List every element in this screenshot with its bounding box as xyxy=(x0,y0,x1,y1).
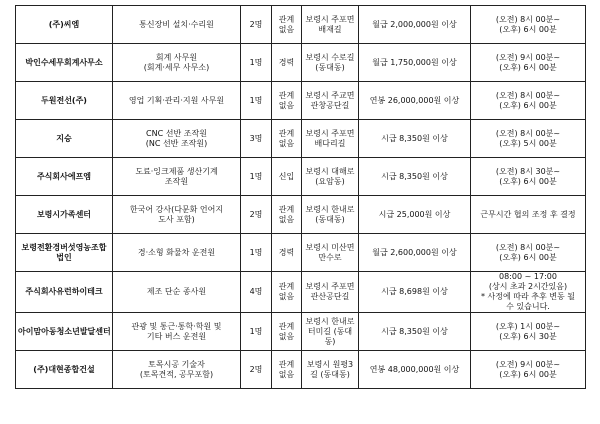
headcount-cell xyxy=(241,351,272,389)
duty-cell xyxy=(113,158,241,196)
duty-cell xyxy=(113,234,241,272)
location-cell-line: 보령시 주교면 xyxy=(305,90,355,100)
hours-cell xyxy=(471,82,586,120)
headcount-cell xyxy=(241,44,272,82)
pay-cell xyxy=(359,351,471,389)
headcount-cell-text: 1명 xyxy=(249,326,263,336)
hours-cell-line: (오후) 6시 00분 xyxy=(499,24,557,34)
experience-cell-line: 관계 xyxy=(278,321,295,331)
table-row xyxy=(16,120,586,158)
hours-cell-line: 근무시간 협의 조정 후 결정 xyxy=(480,209,576,219)
pay-cell-text: 시급 8,350원 이상 xyxy=(381,133,448,143)
hours-cell-line: (상시 초과 2시간있음) xyxy=(488,282,568,291)
company-cell xyxy=(16,313,113,351)
experience-cell xyxy=(272,272,302,313)
pay-cell xyxy=(359,44,471,82)
company-cell-line: 주식회사에프엠 xyxy=(36,171,92,181)
company-cell-line: (주)씨엠 xyxy=(48,19,80,29)
company-cell-line: 아이맘아동청소년발달센터 xyxy=(18,326,111,336)
table-row xyxy=(16,272,586,313)
hours-cell-line: (오전) 8시 00분~ xyxy=(495,242,561,252)
hours-cell xyxy=(471,44,586,82)
location-cell-line: 길 (동대동) xyxy=(310,369,350,379)
experience-cell-line: 없음 xyxy=(278,214,295,224)
company-cell-line: 보령전환경버섯영농조합 xyxy=(21,242,107,252)
experience-cell-line: 경력 xyxy=(278,57,295,67)
company-cell xyxy=(16,196,113,234)
job-listings-body xyxy=(16,6,586,389)
company-cell xyxy=(16,120,113,158)
experience-cell-line: 관계 xyxy=(278,204,295,214)
table-row xyxy=(16,6,586,44)
table-row xyxy=(16,44,586,82)
headcount-cell-text: 3명 xyxy=(249,133,263,143)
location-cell-line: 배재길 xyxy=(318,24,342,34)
duty-cell-line: 영업 기획·관리·지원 사무원 xyxy=(128,95,225,105)
headcount-cell xyxy=(241,196,272,234)
hours-cell xyxy=(471,351,586,389)
pay-cell xyxy=(359,6,471,44)
duty-cell xyxy=(113,120,241,158)
company-cell-line: 두원전선(주) xyxy=(41,95,87,105)
experience-cell xyxy=(272,351,302,389)
headcount-cell xyxy=(241,120,272,158)
pay-cell-text: 시급 8,350원 이상 xyxy=(381,171,448,181)
hours-cell-line: (오전) 8시 00분~ xyxy=(495,14,561,24)
company-cell-line: 지승 xyxy=(56,133,72,143)
company-cell-line: 보령시가족센터 xyxy=(36,209,92,219)
experience-cell-line: 없음 xyxy=(278,100,295,110)
location-cell-line: 보령시 한내로 xyxy=(305,204,355,214)
company-cell xyxy=(16,82,113,120)
hours-cell xyxy=(471,272,586,313)
experience-cell-line: 경력 xyxy=(278,247,295,257)
hours-cell xyxy=(471,313,586,351)
experience-cell-line: 없음 xyxy=(278,24,295,34)
headcount-cell-text: 1명 xyxy=(249,95,263,105)
experience-cell-line: 관계 xyxy=(278,359,295,369)
headcount-cell-text: 4명 xyxy=(249,287,263,296)
duty-cell-line: 한국어 강사(다문화 언어지 xyxy=(129,204,224,214)
experience-cell xyxy=(272,196,302,234)
job-listings-table xyxy=(15,5,586,389)
duty-cell xyxy=(113,6,241,44)
experience-cell xyxy=(272,313,302,351)
headcount-cell xyxy=(241,158,272,196)
experience-cell xyxy=(272,44,302,82)
headcount-cell xyxy=(241,272,272,313)
headcount-cell-text: 2명 xyxy=(249,19,263,29)
experience-cell-line: 관계 xyxy=(278,14,295,24)
location-cell xyxy=(302,313,359,351)
hours-cell-line: (오전) 9시 00분~ xyxy=(495,52,561,62)
hours-cell xyxy=(471,234,586,272)
pay-cell xyxy=(359,120,471,158)
table-row xyxy=(16,196,586,234)
experience-cell-line: 관계 xyxy=(278,90,295,100)
location-cell xyxy=(302,351,359,389)
company-cell xyxy=(16,272,113,313)
company-cell-line: 법인 xyxy=(56,252,72,262)
experience-cell-line: 없음 xyxy=(278,369,295,379)
hours-cell xyxy=(471,6,586,44)
location-cell-line: 배다리길 xyxy=(314,138,346,148)
company-cell xyxy=(16,351,113,389)
hours-cell xyxy=(471,120,586,158)
company-cell xyxy=(16,44,113,82)
duty-cell xyxy=(113,272,241,313)
headcount-cell-text: 1명 xyxy=(249,247,263,257)
experience-cell-line: 없음 xyxy=(278,138,295,148)
hours-cell-line: (오후) 6시 00분 xyxy=(499,252,557,262)
headcount-cell xyxy=(241,6,272,44)
duty-cell-line: 기타 버스 운전원 xyxy=(146,331,207,341)
location-cell-line: 보령시 원평3 xyxy=(306,359,354,369)
location-cell-line: 관창공단길 xyxy=(310,100,350,110)
duty-cell-line: 경·소형 화물차 운전원 xyxy=(137,247,216,257)
experience-cell-line: 관계 xyxy=(278,128,295,138)
duty-cell-line: CNC 선반 조작원 xyxy=(146,128,207,138)
location-cell-line: 보령시 수로길 xyxy=(305,52,355,62)
duty-cell-line: 회계 사무원 xyxy=(155,52,198,62)
hours-cell-line: (오후) 1시 00분~ xyxy=(495,321,561,331)
duty-cell-line: (회계·세무 사무소) xyxy=(143,62,210,72)
hours-cell-line: 08:00 ~ 17:00 xyxy=(499,272,557,281)
table-row xyxy=(16,234,586,272)
location-cell xyxy=(302,196,359,234)
table-row xyxy=(16,313,586,351)
pay-cell-text: 월급 1,750,000원 이상 xyxy=(372,57,457,67)
duty-cell-line: 도료·잉크제품 생산기계 xyxy=(135,166,218,176)
company-cell xyxy=(16,158,113,196)
hours-cell-line: (오전) 8시 30분~ xyxy=(495,166,561,176)
duty-cell-line: 통신장비 설치·수리원 xyxy=(139,19,214,29)
location-cell-line: (동대동) xyxy=(315,62,345,72)
headcount-cell-text: 1명 xyxy=(249,171,263,181)
company-cell-line: 주식회사유런하이테크 xyxy=(25,287,103,296)
hours-cell xyxy=(471,158,586,196)
location-cell-line: 관산공단길 xyxy=(310,292,350,301)
location-cell-line: 보령시 미산면 xyxy=(305,242,355,252)
headcount-cell-text: 1명 xyxy=(249,57,263,67)
location-cell-line: 보령시 주포면 xyxy=(305,14,355,24)
company-cell xyxy=(16,6,113,44)
experience-cell xyxy=(272,158,302,196)
location-cell xyxy=(302,234,359,272)
location-cell-line: 보령시 한내로 xyxy=(305,316,355,326)
experience-cell-line: 없음 xyxy=(278,331,295,341)
pay-cell-text: 시급 8,350원 이상 xyxy=(381,326,448,336)
duty-cell-line: (NC 선반 조작원) xyxy=(145,138,208,148)
location-cell-line: (동대동) xyxy=(315,214,345,224)
hours-cell-line: (오전) 8시 00분~ xyxy=(495,90,561,100)
pay-cell xyxy=(359,313,471,351)
hours-cell-line: 수 있습니다. xyxy=(506,302,550,311)
duty-cell-line: 도사 포함) xyxy=(158,214,195,224)
hours-cell-line: * 사정에 따라 추후 변동 될 xyxy=(481,292,575,301)
hours-cell-line: (오후) 6시 00분 xyxy=(499,369,557,379)
headcount-cell xyxy=(241,82,272,120)
hours-cell xyxy=(471,196,586,234)
hours-cell-line: (오후) 6시 00분 xyxy=(499,100,557,110)
duty-cell xyxy=(113,313,241,351)
location-cell-line: 터미길 (동대 xyxy=(307,326,353,336)
location-cell-line: 보령시 주포면 xyxy=(305,282,355,291)
experience-cell xyxy=(272,6,302,44)
hours-cell-line: (오후) 5시 00분 xyxy=(499,138,557,148)
location-cell xyxy=(302,6,359,44)
pay-cell-text: 연봉 48,000,000원 이상 xyxy=(369,364,460,374)
location-cell xyxy=(302,272,359,313)
duty-cell xyxy=(113,196,241,234)
table-row xyxy=(16,82,586,120)
location-cell-line: 보령시 주포면 xyxy=(305,128,355,138)
hours-cell-line: (오후) 6시 00분 xyxy=(499,176,557,186)
company-cell xyxy=(16,234,113,272)
location-cell-line: 보령시 대해로 xyxy=(305,166,355,176)
pay-cell xyxy=(359,234,471,272)
table-row xyxy=(16,158,586,196)
pay-cell-text: 연봉 26,000,000원 이상 xyxy=(369,95,460,105)
duty-cell xyxy=(113,44,241,82)
headcount-cell xyxy=(241,313,272,351)
experience-cell xyxy=(272,234,302,272)
experience-cell-line: 신입 xyxy=(278,171,295,181)
duty-cell-line: 조작원 xyxy=(164,176,189,186)
experience-cell xyxy=(272,82,302,120)
experience-cell-line: 없음 xyxy=(278,292,295,301)
duty-cell xyxy=(113,351,241,389)
location-cell xyxy=(302,158,359,196)
pay-cell xyxy=(359,272,471,313)
hours-cell-line: (오후) 6시 30분 xyxy=(499,331,557,341)
headcount-cell xyxy=(241,234,272,272)
pay-cell xyxy=(359,196,471,234)
pay-cell-text: 시급 25,000원 이상 xyxy=(378,209,451,219)
experience-cell-line: 관계 xyxy=(278,282,295,291)
duty-cell-line: 제조 단순 종사원 xyxy=(146,287,207,296)
location-cell-line: 동) xyxy=(324,336,336,346)
headcount-cell-text: 2명 xyxy=(249,209,263,219)
duty-cell xyxy=(113,82,241,120)
location-cell xyxy=(302,120,359,158)
pay-cell xyxy=(359,82,471,120)
pay-cell-text: 월급 2,000,000원 이상 xyxy=(372,19,457,29)
headcount-cell-text: 2명 xyxy=(249,364,263,374)
location-cell xyxy=(302,82,359,120)
duty-cell-line: 관광 및 통근·통학·학원 및 xyxy=(131,321,222,331)
pay-cell xyxy=(359,158,471,196)
company-cell-line: 박인수세무회계사무소 xyxy=(25,57,103,67)
company-cell-line: (주)대현종합건설 xyxy=(33,364,95,374)
duty-cell-line: (토목견적, 공무포함) xyxy=(139,369,214,379)
table-row xyxy=(16,351,586,389)
pay-cell-text: 월급 2,600,000원 이상 xyxy=(372,247,457,257)
hours-cell-line: (오후) 6시 00분 xyxy=(499,62,557,72)
pay-cell-text: 시급 8,698원 이상 xyxy=(381,287,448,296)
experience-cell xyxy=(272,120,302,158)
location-cell-line: (요암동) xyxy=(315,176,345,186)
location-cell-line: 만수로 xyxy=(318,252,342,262)
location-cell xyxy=(302,44,359,82)
duty-cell-line: 토목시공 기술자 xyxy=(148,359,205,369)
hours-cell-line: (오전) 9시 00분~ xyxy=(495,359,561,369)
hours-cell-line: (오전) 8시 00분~ xyxy=(495,128,561,138)
